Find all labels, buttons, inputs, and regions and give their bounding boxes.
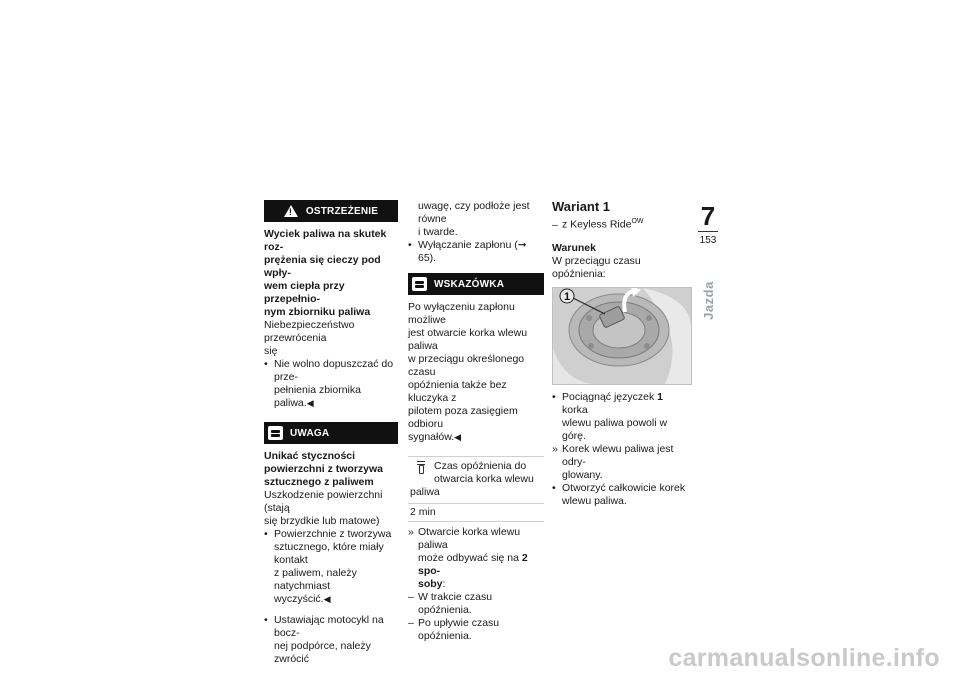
- note-header: [408, 273, 544, 295]
- end-mark-icon: ◀: [323, 594, 331, 604]
- warning-label: OSTRZEŻENIE: [305, 205, 379, 217]
- warning-triangle-icon: [284, 205, 298, 217]
- pull-tab-step: • Pociągnąć języczek 1 korka wlewu paliwa powoli w górę.: [552, 391, 690, 443]
- caution-header: [264, 422, 398, 444]
- figure-callout-label: 1: [563, 290, 571, 303]
- warning-title: Wyciek paliwa na skutek roz- prężenia się cieczy pod wpły- wem ciepła przy przepełnio- nym zbiorniku paliwa: [264, 228, 387, 318]
- chapter-side-title: Jazda: [700, 280, 716, 320]
- warning-body: Niebezpieczeństwo przewrócenia się: [264, 319, 355, 357]
- table-header: Czas opóźnienia do otwarcia korka wlewu paliwa: [410, 460, 534, 498]
- continued-text: uwagę, czy podłoże jest równe i twarde.: [418, 200, 530, 238]
- keyless-line: – z Keyless Ride$^{OW}$: [552, 215, 690, 232]
- section-heading: Wariant 1: [552, 199, 611, 214]
- end-mark-icon: ◀: [306, 398, 314, 408]
- chapter-rule: [698, 231, 718, 232]
- condition-text: W przeciągu czasu opóźnienia:: [552, 254, 641, 280]
- ignition-step: • Wyłączanie zapłonu (➞ 65).: [408, 239, 544, 265]
- column-3: [552, 200, 690, 508]
- caution-label: UWAGA: [290, 427, 330, 439]
- option-during-delay: – W trakcie czasu opóźnienia.: [408, 591, 544, 617]
- column-2: [408, 200, 544, 643]
- table-value: 2 min: [408, 503, 544, 521]
- result-text: » Otwarcie korka wlewu paliwa może odbywać się na 2 spo- soby:: [408, 526, 544, 591]
- caution-bullet: • Powierzchnie z tworzywa sztucznego, które miały kontakt z paliwem, należy natychmiast wyczyścić.◀: [264, 528, 398, 606]
- caution-body: Uszkodzenie powierzchni (stają się brzydkie lub matowe): [264, 489, 383, 527]
- watermark: carmanualsonline.info: [668, 644, 940, 672]
- hand-icon: [268, 426, 283, 440]
- open-cap-step: • Otworzyć całkowicie korek wlewu paliwa.: [552, 482, 690, 508]
- timer-icon: [416, 461, 450, 475]
- column-1: [264, 200, 398, 666]
- step-bullet: • Ustawiając motocykl na bocz- nej podpórce, należy zwrócić: [264, 614, 398, 666]
- chapter-number: 7: [700, 201, 716, 231]
- fuel-cap-illustration: [553, 288, 691, 384]
- page-number: 153: [699, 235, 717, 246]
- caution-title: Unikać styczności powierzchni z tworzywa sztucznego z paliwem: [264, 450, 384, 488]
- warning-header: [264, 200, 398, 222]
- end-mark-icon: ◀: [454, 432, 462, 442]
- cap-unlocked-result: » Korek wlewu paliwa jest odry- glowany.: [552, 443, 690, 482]
- hand-icon: [412, 277, 427, 291]
- option-after-delay: – Po upływie czasu opóźnienia.: [408, 617, 544, 643]
- warning-bullet: • Nie wolno dopuszczać do prze- pełnienia zbiornika paliwa.◀: [264, 358, 398, 410]
- delay-table: [408, 456, 544, 522]
- note-body: Po wyłączeniu zapłonu możliwe jest otwarcie korka wlewu paliwa w przeciągu określonego czasu opóźnienia także bez kluczyka z pilotem poza zasięgiem odbioru sygnałów.◀: [408, 301, 528, 443]
- chapter-marker: [698, 203, 718, 246]
- note-label: WSKAZÓWKA: [434, 278, 505, 290]
- fuel-cap-figure: [552, 287, 692, 385]
- condition-label: Warunek: [552, 241, 596, 254]
